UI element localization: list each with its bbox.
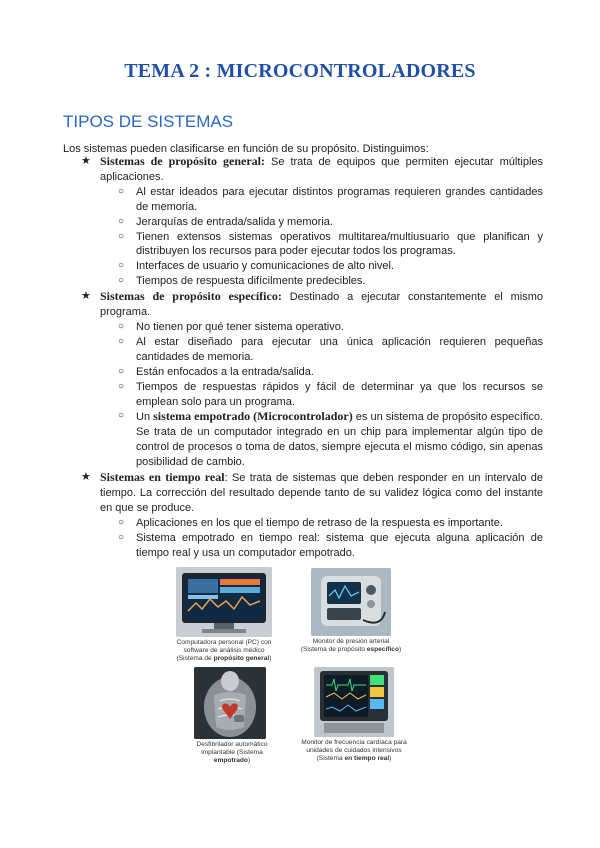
section-heading: TIPOS DE SISTEMAS: [63, 112, 234, 131]
sub-item: ○ Aplicaciones en los que el tiempo de retraso de la respuesta es importante.: [118, 516, 503, 529]
item-heading: Sistemas en tiempo real: [100, 470, 225, 485]
circle-bullet-icon: ○: [118, 380, 125, 392]
item-heading: Sistemas de propósito general:: [100, 154, 265, 168]
figure-grid: Computadora personal (PC) con software de análisis médico (Sistema de propósito general) Monitor de presión arterial (Sistema de propósito específico) Desfibrilador automático implantable (Sistema empotrado) Monitor de frecuencia cardíaca para unidades de cuidados intensivos (Sistema en tiempo real): [170, 565, 420, 770]
systems-list: [63, 154, 543, 560]
sub-item: ○ Tienen extensos sistemas operativos multitarea/multiusuario que planifican y distribuyen los recursos para poder ejecutar todos los programas.: [118, 230, 543, 258]
circle-bullet-icon: ○: [118, 320, 125, 332]
heart-rate-monitor-image: [314, 667, 394, 737]
sub-item: ○ Tiempos de respuestas rápidos y fácil de determinar ya que los recursos se emplean solo para un programa.: [118, 380, 543, 408]
sub-item: ○ Tiempos de respuesta difícilmente predecibles.: [118, 275, 366, 288]
circle-bullet-icon: ○: [118, 410, 125, 422]
circle-bullet-icon: ○: [118, 516, 125, 528]
sub-item: ○ Jerarquías de entrada/salida y memoria.: [118, 215, 333, 228]
list-item-general: [63, 154, 543, 185]
circle-bullet-icon: ○: [118, 185, 125, 197]
star-bullet-icon: ★: [81, 471, 91, 484]
star-bullet-icon: ★: [81, 290, 91, 303]
circle-bullet-icon: ○: [118, 260, 125, 272]
circle-bullet-icon: ○: [118, 215, 125, 227]
sub-item: ○ Al estar ideados para ejecutar distintos programas requieren grandes cantidades de memoria.: [118, 185, 543, 213]
sub-item: ○ Al estar diseñado para ejecutar una única aplicación requieren pequeñas cantidades de memoria.: [118, 335, 543, 363]
circle-bullet-icon: ○: [118, 531, 125, 543]
circle-bullet-icon: ○: [118, 335, 125, 347]
item-heading: Sistemas de propósito específico:: [100, 289, 282, 304]
intro-paragraph: Los sistemas pueden clasificarse en función de su propósito. Distinguimos:: [63, 143, 429, 155]
circle-bullet-icon: ○: [118, 365, 125, 377]
list-item-realtime: [63, 470, 543, 516]
circle-bullet-icon: ○: [118, 275, 125, 287]
sub-item: ○ Un sistema empotrado (Microcontrolador) es un sistema de propósito específico. Se trata de un computador integrado en un chip para implementar algún tipo de control de procesos o toma de datos, siempre ejecuta el mismo código, sin apenas posibilidad de cambio.: [118, 409, 543, 469]
item-text: Se trata de equipos que permiten ejecutar múltiples aplicaciones.: [100, 156, 544, 183]
item-text: : Se trata de sistemas que deben responder en un intervalo de tiempo. La corrección del resultado depende tanto de su validez lógica como del instante en que se produce.: [100, 472, 544, 514]
star-bullet-icon: ★: [81, 155, 91, 167]
circle-bullet-icon: ○: [118, 230, 125, 242]
list-item-specific: [63, 289, 543, 320]
pc-monitor-image: [176, 567, 272, 637]
sub-item: ○ Interfaces de usuario y comunicaciones de alto nivel.: [118, 260, 395, 273]
blood-pressure-monitor-image: [311, 568, 391, 636]
defibrillator-image: [194, 667, 266, 739]
sub-item: ○ No tienen por qué tener sistema operativo.: [118, 320, 344, 333]
page-title: TEMA 2 : MICROCONTROLADORES: [124, 60, 476, 82]
sub-item: ○ Están enfocados a la entrada/salida.: [118, 365, 314, 378]
item-text: Destinado a ejecutar constantemente el mismo programa.: [100, 291, 543, 319]
sub-item: ○ Sistema empotrado en tiempo real: sistema que ejecuta alguna aplicación de tiempo real y usa un computador empotrado.: [118, 531, 543, 559]
